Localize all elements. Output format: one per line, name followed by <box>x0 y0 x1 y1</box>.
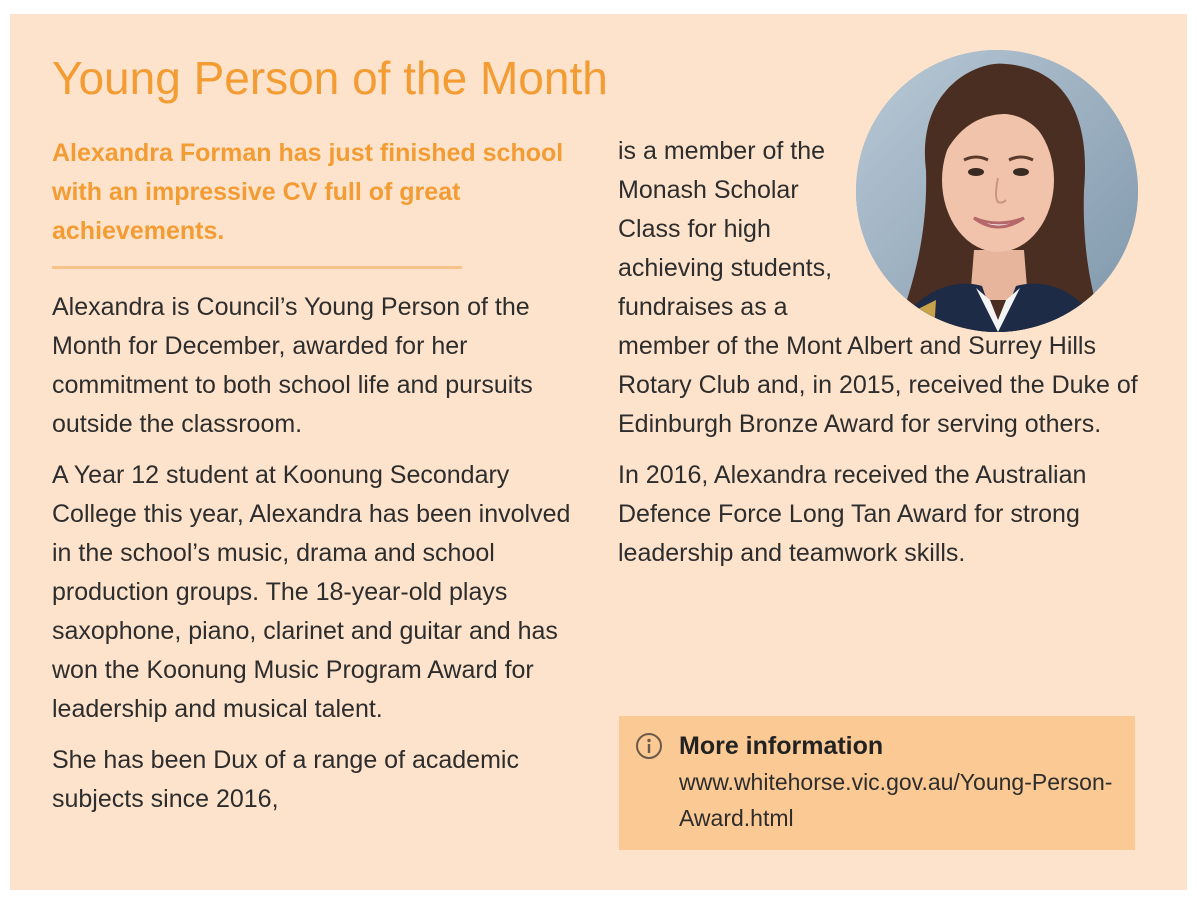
left-column <box>52 288 592 831</box>
more-info-link[interactable]: www.whitehorse.vic.gov.au/Young-Person-Award.html <box>679 769 1113 831</box>
body-paragraph: A Year 12 student at Koonung Secondary College this year, Alexandra has been involved in the school’s music, drama and school production groups. The 18-year-old plays saxophone, piano, clarinet and guitar and has won the Koonung Music Program Award for leadership and musical talent. <box>52 461 571 723</box>
more-info-heading: More information <box>679 732 884 760</box>
intro-text: Alexandra Forman has just finished school with an impressive CV full of great achievements. <box>52 139 564 245</box>
body-paragraph: In 2016, Alexandra received the Australian Defence Force Long Tan Award for strong leadership and teamwork skills. <box>618 461 1087 567</box>
body-paragraph: She has been Dux of a range of academic subjects since 2016, <box>52 746 519 813</box>
page-title: Young Person of the Month <box>52 52 608 104</box>
divider <box>52 266 462 269</box>
body-paragraph: Alexandra is Council’s Young Person of the Month for December, awarded for her commitment to both school life and pursuits outside the classroom. <box>52 293 533 438</box>
portrait-photo <box>856 50 1138 332</box>
info-icon <box>635 732 663 760</box>
article-card <box>10 14 1187 890</box>
more-info-box <box>619 716 1135 850</box>
body-text-wrapped: is a member of the Monash Scholar Class for high achieving students, fundraises as a <box>618 137 833 321</box>
body-text: member of the Mont Albert and Surrey Hills Rotary Club and, in 2015, received the Duke of Edinburgh Bronze Award for serving others. <box>618 332 1138 438</box>
